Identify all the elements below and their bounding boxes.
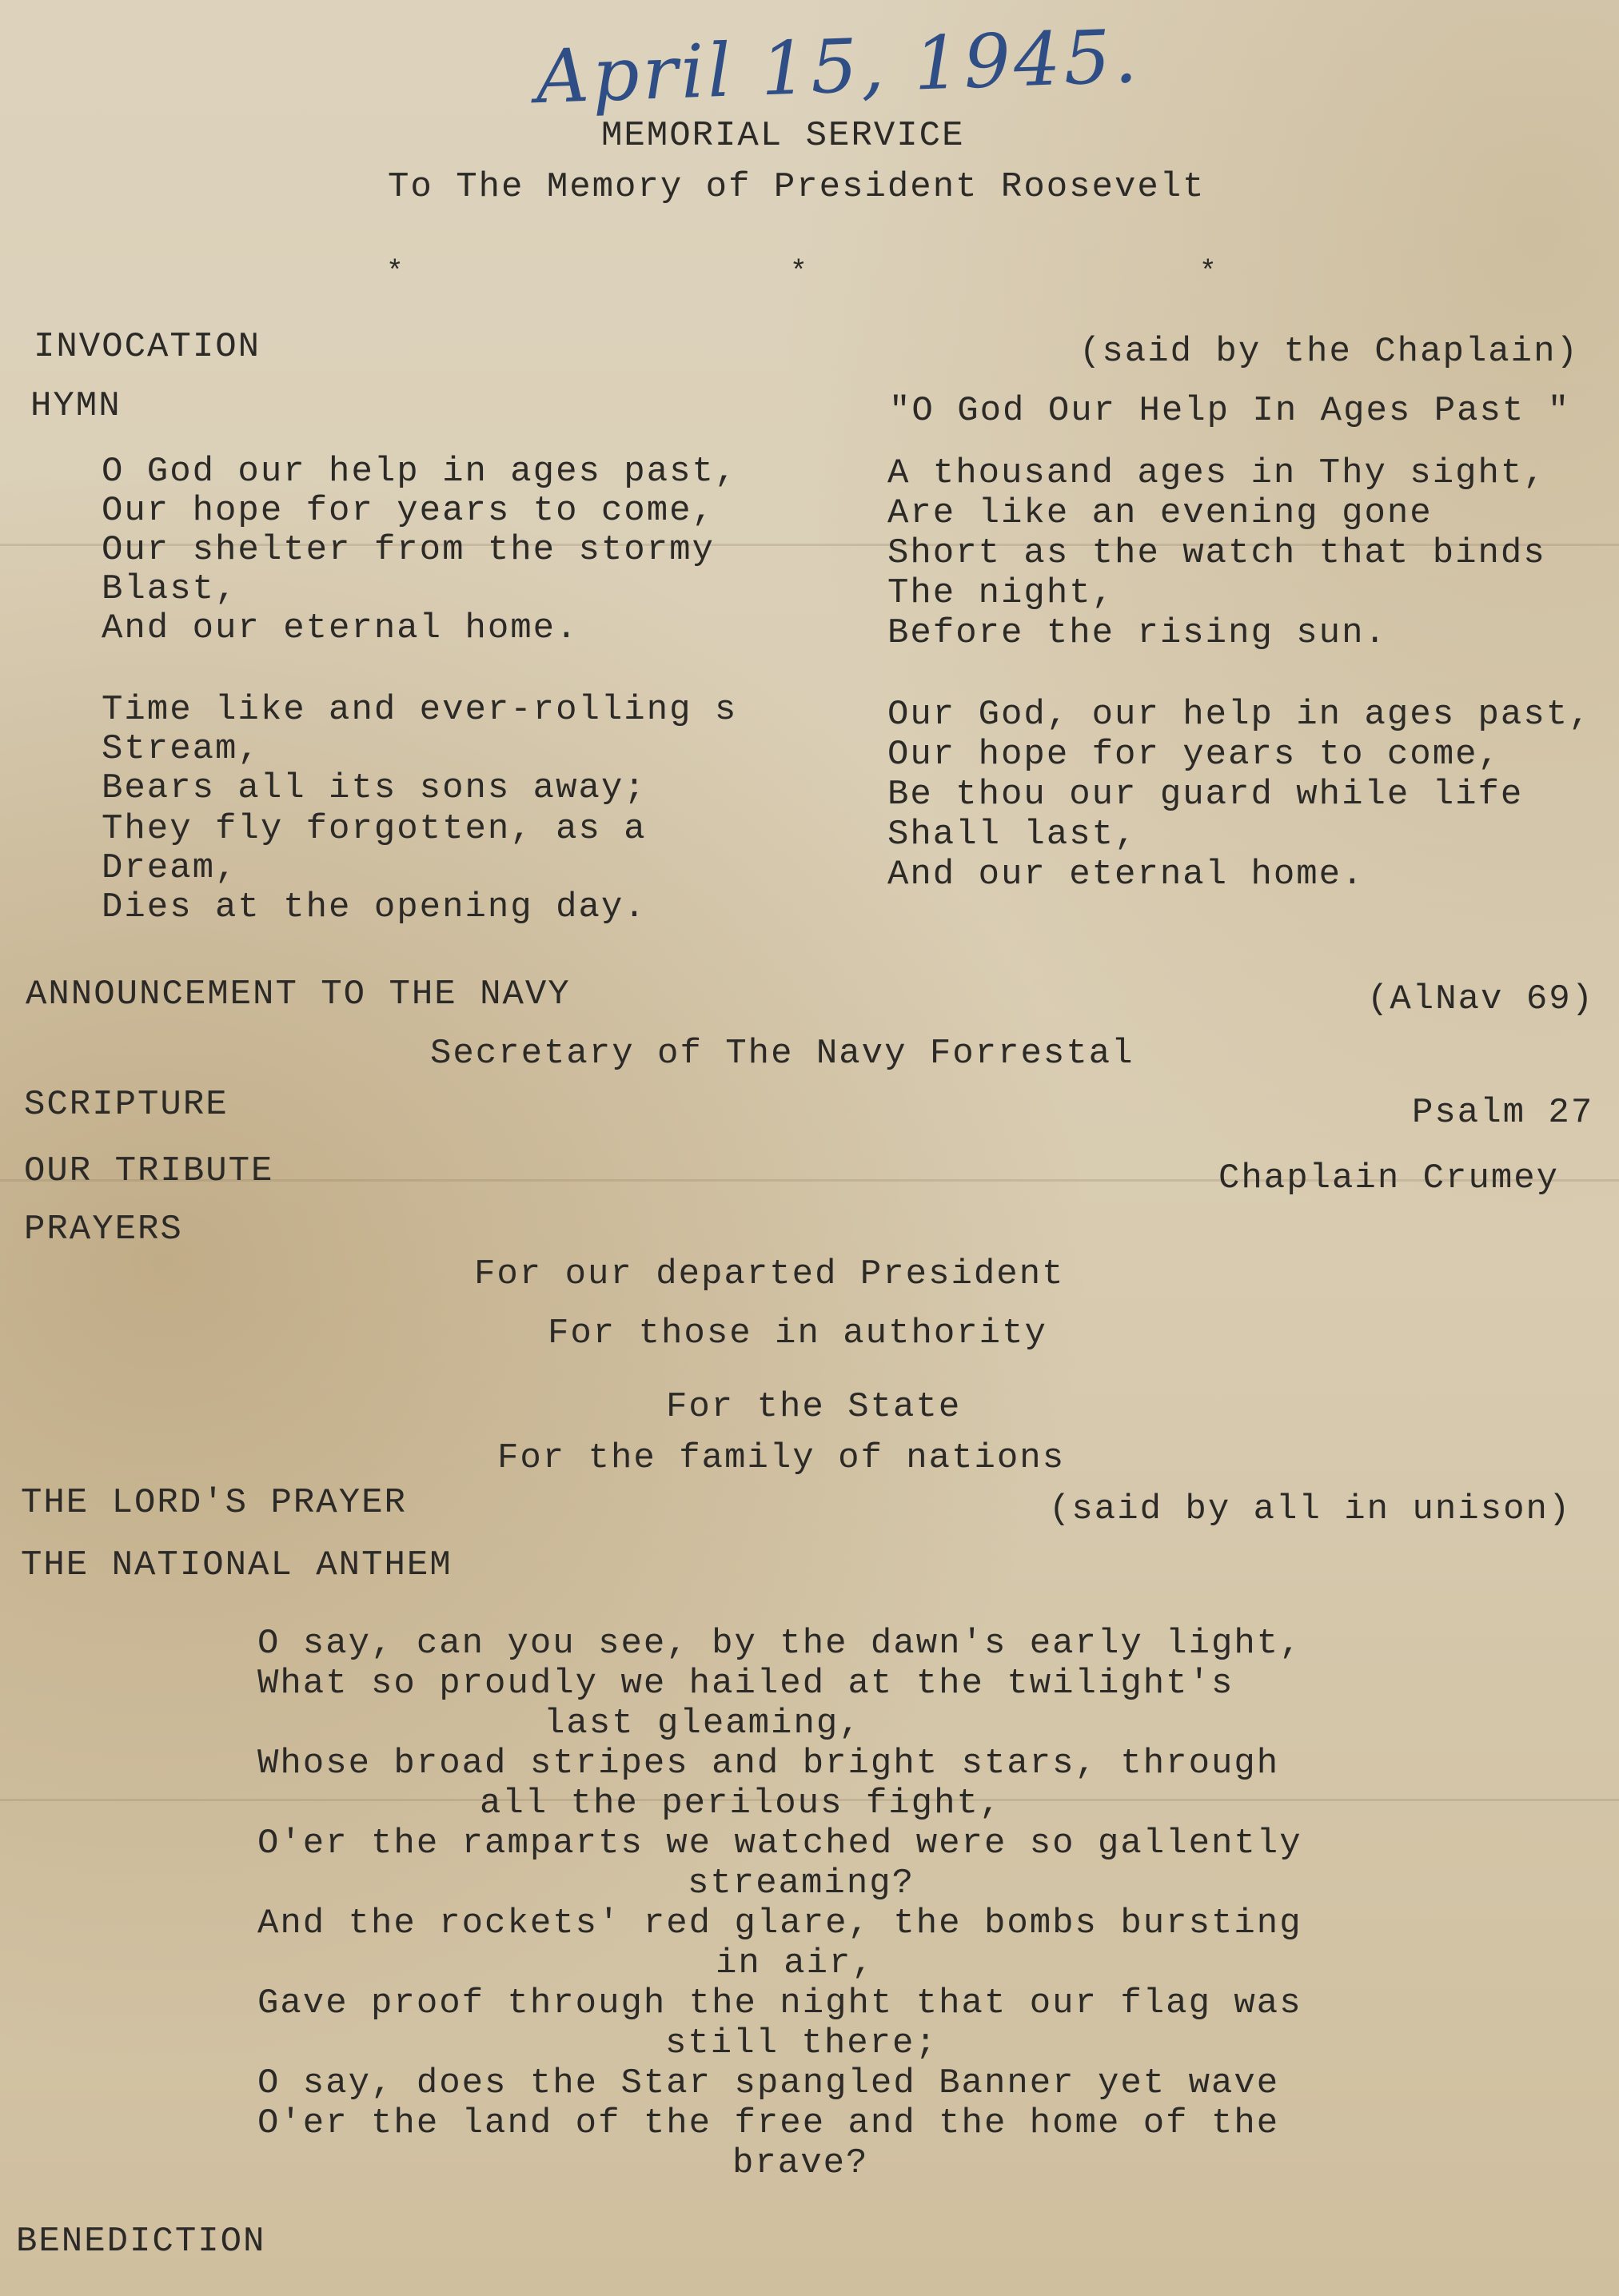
announcement-label: ANNOUNCEMENT TO THE NAVY (26, 975, 571, 1014)
hymn-line: Our God, our help in ages past, (887, 695, 1592, 735)
service-subtitle: To The Memory of President Roosevelt (388, 167, 1206, 207)
hymn-line: Are like an evening gone (887, 493, 1433, 533)
hymn-line: Shall last, (887, 815, 1138, 855)
scripture-label: SCRIPTURE (24, 1085, 229, 1125)
hymn-line: Our hope for years to come, (102, 491, 715, 531)
scripture-note: Psalm 27 (1412, 1093, 1594, 1133)
anthem-line: O say, can you see, by the dawn's early light, (257, 1624, 1302, 1664)
prayer-item: For the family of nations (497, 1438, 1066, 1478)
announcement-by: Secretary of The Navy Forrestal (430, 1034, 1134, 1074)
tribute-note: Chaplain Crumey (1218, 1158, 1560, 1198)
anthem-line: O'er the land of the free and the home of the (257, 2103, 1280, 2143)
anthem-line: What so proudly we hailed at the twilight's (257, 1664, 1234, 1704)
prayers-label: PRAYERS (24, 1210, 183, 1250)
anthem-line: in air, (716, 1943, 875, 1983)
lords-prayer-note: (said by all in unison) (1049, 1489, 1572, 1529)
anthem-line: brave? (732, 2143, 869, 2183)
anthem-line: O say, does the Star spangled Banner yet wave (257, 2063, 1280, 2103)
hymn-line: Before the rising sun. (887, 613, 1387, 653)
hymn-line: The night, (887, 573, 1115, 613)
ornament-star: * (386, 256, 404, 289)
anthem-line: still there; (665, 2023, 938, 2063)
anthem-line: And the rockets' red glare, the bombs bursting (257, 1903, 1302, 1943)
hymn-line: Short as the watch that binds (887, 533, 1546, 573)
hymn-label: HYMN (30, 386, 122, 426)
hymn-line: Dies at the opening day. (102, 887, 647, 927)
prayer-item: For those in authority (548, 1313, 1047, 1353)
anthem-line: O'er the ramparts we watched were so gallently (257, 1824, 1302, 1864)
hymn-line: Time like and ever-rolling s (102, 690, 738, 730)
anthem-line: last gleaming, (544, 1704, 862, 1744)
service-title: MEMORIAL SERVICE (601, 116, 965, 156)
ornament-star: * (1199, 256, 1217, 289)
lords-prayer-label: THE LORD'S PRAYER (21, 1483, 407, 1523)
hymn-line: A thousand ages in Thy sight, (887, 453, 1546, 493)
hymn-line: O God our help in ages past, (102, 452, 738, 492)
hymn-line: And our eternal home. (102, 608, 579, 648)
announcement-note: (AlNav 69) (1367, 979, 1595, 1019)
prayer-item: For our departed President (474, 1254, 1065, 1294)
anthem-line: Whose broad stripes and bright stars, through (257, 1744, 1280, 1784)
hymn-line: Our shelter from the stormy (102, 530, 715, 570)
hymn-line: And our eternal home. (887, 855, 1365, 895)
hymn-title: "O God Our Help In Ages Past " (889, 391, 1571, 431)
hymn-line: Stream, (102, 729, 261, 769)
benediction-label: BENEDICTION (16, 2222, 266, 2262)
hymn-line: Be thou our guard while life (887, 775, 1524, 815)
ornament-star: * (790, 256, 808, 289)
anthem-line: streaming? (688, 1864, 915, 1903)
handwritten-date: April 15, 1945. (534, 13, 1142, 121)
hymn-line: Dream, (102, 848, 238, 888)
invocation-note: (said by the Chaplain) (1079, 332, 1579, 372)
hymn-line: Blast, (102, 569, 238, 609)
prayer-item: For the State (666, 1387, 962, 1427)
hymn-line: Bears all its sons away; (102, 768, 647, 808)
anthem-line: all the perilous fight, (480, 1784, 1003, 1824)
hymn-line: They fly forgotten, as a (102, 809, 647, 849)
hymn-line: Our hope for years to come, (887, 735, 1501, 775)
anthem-line: Gave proof through the night that our flag was (257, 1983, 1302, 2023)
anthem-label: THE NATIONAL ANTHEM (21, 1545, 453, 1585)
invocation-label: INVOCATION (34, 327, 261, 367)
tribute-label: OUR TRIBUTE (24, 1151, 274, 1191)
